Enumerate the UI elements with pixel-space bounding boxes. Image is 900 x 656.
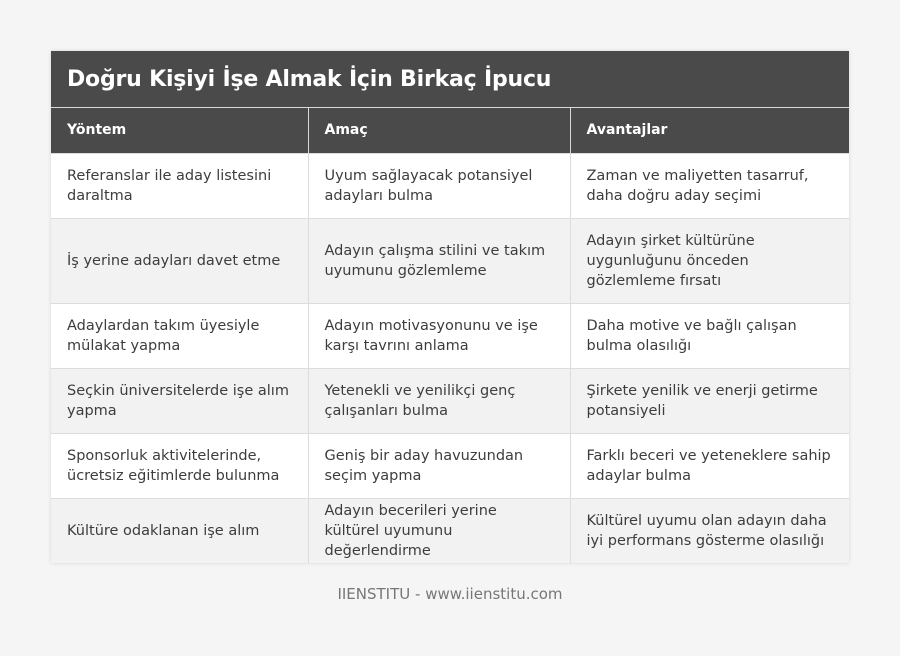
cell-purpose: Adayın becerileri yerine kültürel uyumunu değerlendirme xyxy=(308,498,570,563)
cell-method: Referanslar ile aday listesini daraltma xyxy=(51,153,308,218)
table-title-bar xyxy=(51,51,849,108)
cell-advantages: Kültürel uyumu olan adayın daha iyi performans gösterme olasılığı xyxy=(570,498,849,563)
cell-purpose: Adayın çalışma stilini ve takım uyumunu gözlemleme xyxy=(308,218,570,303)
cell-purpose: Geniş bir aday havuzundan seçim yapma xyxy=(308,433,570,498)
cell-method: Seçkin üniversitelerde işe alım yapma xyxy=(51,368,308,433)
table-title: Doğru Kişiyi İşe Almak İçin Birkaç İpucu xyxy=(67,66,552,92)
cell-method: Sponsorluk aktivitelerinde, ücretsiz eğitimlerde bulunma xyxy=(51,433,308,498)
column-header-method: Yöntem xyxy=(51,108,308,153)
cell-method: Kültüre odaklanan işe alım xyxy=(51,498,308,563)
cell-advantages: Zaman ve maliyetten tasarruf, daha doğru aday seçimi xyxy=(570,153,849,218)
cell-purpose: Uyum sağlayacak potansiyel adayları bulma xyxy=(308,153,570,218)
footer-credit: IIENSTITU - www.iienstitu.com xyxy=(337,585,563,603)
cell-method: Adaylardan takım üyesiyle mülakat yapma xyxy=(51,303,308,368)
table-row xyxy=(51,433,849,498)
table-row xyxy=(51,303,849,368)
table-header-row xyxy=(51,108,849,153)
cell-advantages: Daha motive ve bağlı çalışan bulma olasılığı xyxy=(570,303,849,368)
cell-advantages: Farklı beceri ve yeteneklere sahip adaylar bulma xyxy=(570,433,849,498)
tips-table-card xyxy=(51,51,849,563)
cell-advantages: Şirkete yenilik ve enerji getirme potansiyeli xyxy=(570,368,849,433)
table-row xyxy=(51,218,849,303)
cell-method: İş yerine adayları davet etme xyxy=(51,218,308,303)
tips-table xyxy=(51,108,849,563)
table-row xyxy=(51,153,849,218)
cell-purpose: Adayın motivasyonunu ve işe karşı tavrını anlama xyxy=(308,303,570,368)
cell-purpose: Yetenekli ve yenilikçi genç çalışanları bulma xyxy=(308,368,570,433)
column-header-advantages: Avantajlar xyxy=(570,108,849,153)
table-row xyxy=(51,368,849,433)
cell-advantages: Adayın şirket kültürüne uygunluğunu önceden gözlemleme fırsatı xyxy=(570,218,849,303)
column-header-purpose: Amaç xyxy=(308,108,570,153)
table-row xyxy=(51,498,849,563)
